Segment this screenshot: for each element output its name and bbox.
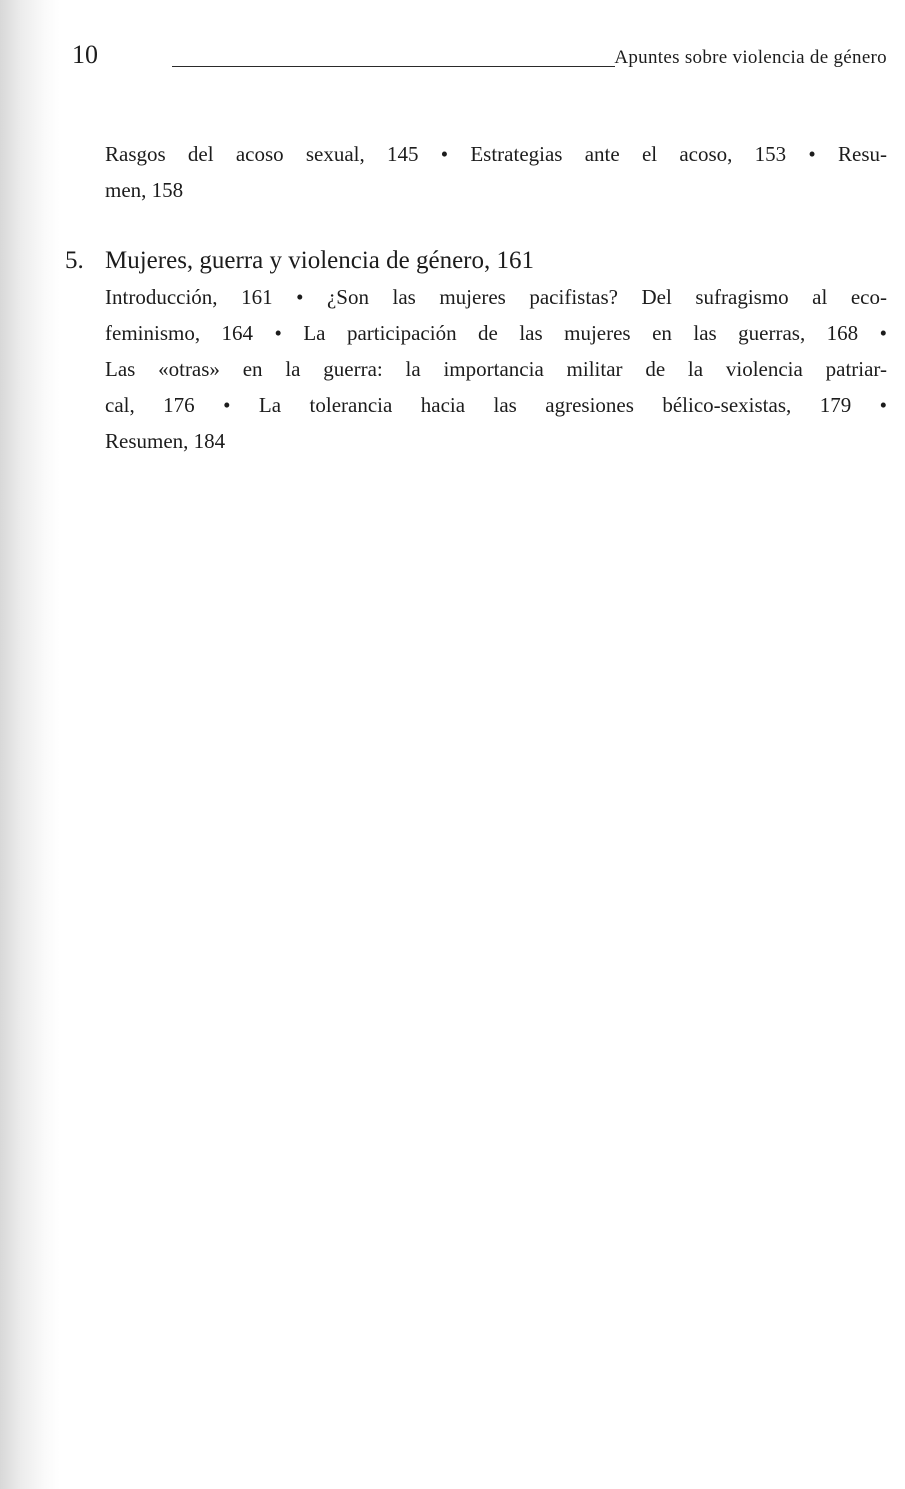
toc-line: men, 158	[105, 178, 184, 202]
running-title: Apuntes sobre violencia de género	[614, 47, 887, 68]
header-rule	[172, 66, 615, 67]
toc-line: Resumen, 184	[105, 429, 226, 453]
toc-continuation	[105, 136, 887, 208]
chapter-number: 5.	[65, 247, 84, 274]
toc-line: Introducción, 161 • ¿Son las mujeres pacifistas? Del sufragismo al eco-	[105, 285, 887, 309]
chapter-title: Mujeres, guerra y violencia de género, 161	[105, 247, 535, 274]
toc-line: cal, 176 • La tolerancia hacia las agresiones bélico-sexistas, 179 •	[105, 393, 887, 417]
toc-line: feminismo, 164 • La participación de las mujeres en las guerras, 168 •	[105, 321, 887, 345]
page-header	[72, 40, 887, 74]
toc-line: Las «otras» en la guerra: la importancia militar de la violencia patriar-	[105, 357, 887, 381]
page-edge-shadow	[0, 0, 60, 1489]
page-number: 10	[72, 40, 98, 69]
toc-line: Rasgos del acoso sexual, 145 • Estrategias ante el acoso, 153 • Resu-	[105, 142, 887, 166]
chapter-sections	[105, 279, 887, 459]
